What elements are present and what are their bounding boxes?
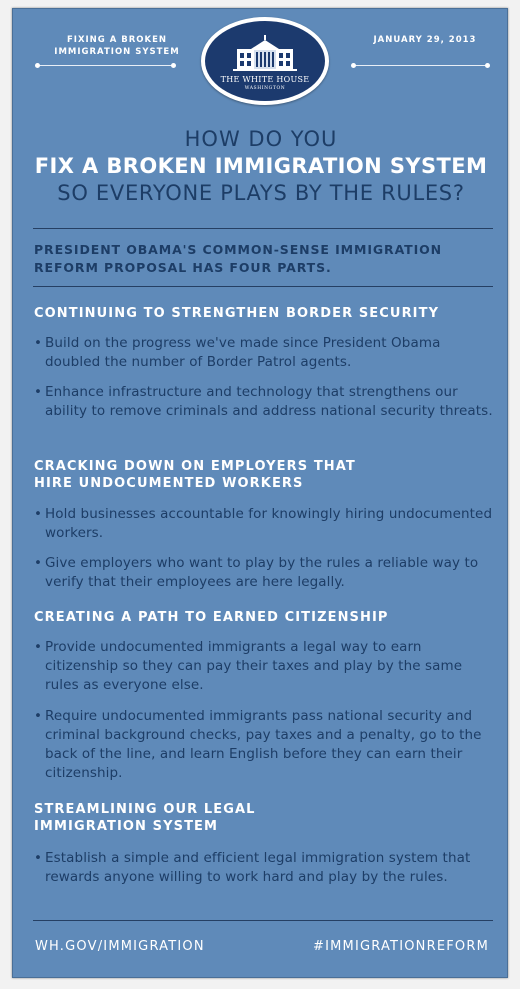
list-item [34,505,499,543]
list-item [34,334,499,372]
list-item [34,638,499,695]
list-item-text: Require undocumented immigrants pass national security and criminal background checks, pay taxes and a penalty, go to the back of the line, and learn English before they can earn their citizenship. [45,708,482,781]
list-item-text: Hold businesses accountable for knowingly hiring undocumented workers. [45,506,493,541]
header-divider-left [37,65,173,66]
white-house-seal [201,17,329,105]
list-item-text: Build on the progress we've made since President Obama doubled the number of Border Patrol agents. [45,335,441,370]
bullet-icon: • [34,850,43,866]
title-line-1: HOW DO YOU [184,127,338,151]
seal-field [205,21,325,101]
header-divider-dot [485,63,490,68]
title-line-2: FIX A BROKEN IMMIGRATION SYSTEM [34,154,488,178]
seal-title: THE WHITE HOUSE [220,75,310,84]
footer-hashtag[interactable]: #IMMIGRATIONREFORM [313,939,489,954]
list-item [34,849,499,887]
header-topic: FIXING A BROKEN IMMIGRATION SYSTEM [54,35,180,57]
list-item [34,707,499,783]
intro-text: PRESIDENT OBAMA'S COMMON-SENSE IMMIGRATION REFORM PROPOSAL HAS FOUR PARTS. [34,242,443,275]
header-divider-dot [35,63,40,68]
section-heading-employers: CRACKING DOWN ON EMPLOYERS THAT HIRE UNDOCUMENTED WORKERS [34,459,356,491]
list-item-text: Establish a simple and efficient legal immigration system that rewards anyone willing to work hard and play by the rules. [45,850,471,885]
list-item [34,383,499,421]
section-heading-legal-immigration: STREAMLINING OUR LEGAL IMMIGRATION SYSTEM [34,802,256,834]
section-heading-border-security: CONTINUING TO STRENGTHEN BORDER SECURITY [34,306,440,321]
header-divider-dot [171,63,176,68]
header-divider-right [353,65,487,66]
list-item [34,554,499,592]
divider [33,920,493,921]
infographic-card [12,8,508,978]
section-heading-citizenship: CREATING A PATH TO EARNED CITIZENSHIP [34,610,389,625]
footer-link[interactable]: WH.GOV/IMMIGRATION [35,939,205,954]
divider [33,228,493,229]
bullet-icon: • [34,639,43,655]
bullet-icon: • [34,506,43,522]
bullet-icon: • [34,555,43,571]
bullet-icon: • [34,384,43,400]
bullet-icon: • [34,335,43,351]
list-item-text: Provide undocumented immigrants a legal way to earn citizenship so they can pay their taxes and play by the same rules as everyone else. [45,639,463,693]
header-date: JANUARY 29, 2013 [373,35,477,45]
header-divider-dot [351,63,356,68]
list-item-text: Give employers who want to play by the rules a reliable way to verify that their employees are here legally. [45,555,479,590]
page-title [13,126,509,207]
bullet-icon: • [34,708,43,724]
divider [33,286,493,287]
seal-subtitle: WASHINGTON [244,86,286,91]
title-line-3: SO EVERYONE PLAYS BY THE RULES? [57,181,465,205]
list-item-text: Enhance infrastructure and technology that strengthens our ability to remove criminals and address national security threats. [45,384,493,419]
